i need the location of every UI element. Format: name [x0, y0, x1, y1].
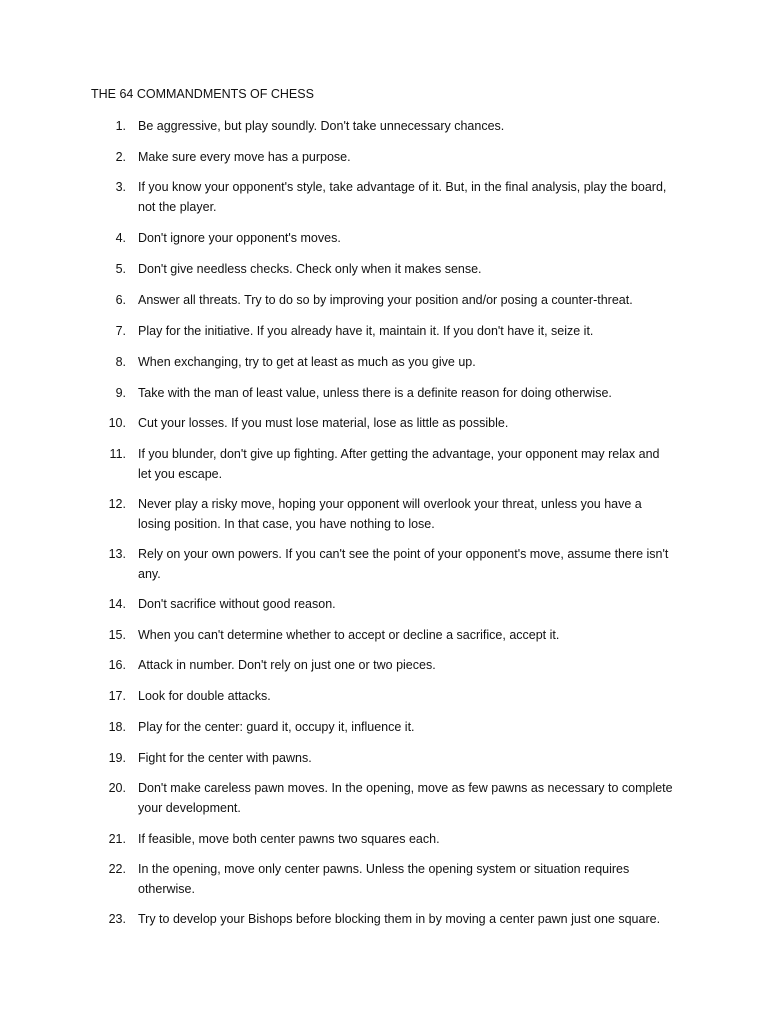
list-item-number: 14. [108, 597, 126, 611]
list-item-number: 8. [115, 355, 126, 369]
list-item-number: 7. [115, 324, 126, 338]
list-item-text: Rely on your own powers. If you can't see the point of your opponent's move, assume there isn't any. [138, 547, 669, 581]
list-item-number: 13. [108, 547, 126, 561]
list-item-number: 3. [115, 180, 126, 194]
list-item-number: 15. [108, 628, 126, 642]
list-item-number: 20. [108, 781, 126, 795]
list-item-number: 19. [108, 751, 126, 765]
list-item-text: Answer all threats. Try to do so by improving your position and/or posing a counter-threat. [138, 293, 633, 307]
list-item-number: 10. [108, 416, 126, 430]
list-item-number: 9. [115, 386, 126, 400]
list-item-text: When exchanging, try to get at least as much as you give up. [138, 355, 476, 369]
list-item-number: 22. [108, 862, 126, 876]
list-item-text: Look for double attacks. [138, 689, 271, 703]
list-item-number: 16. [108, 658, 126, 672]
list-item-text: Attack in number. Don't rely on just one or two pieces. [138, 658, 436, 672]
list-item-text: If feasible, move both center pawns two squares each. [138, 832, 440, 846]
list-item-number: 5. [115, 262, 126, 276]
list-item-text: Make sure every move has a purpose. [138, 150, 351, 164]
list-item-text: When you can't determine whether to accept or decline a sacrifice, accept it. [138, 628, 560, 642]
list-item-number: 11. [109, 447, 126, 461]
list-item-number: 2. [115, 150, 126, 164]
list-item-text: Don't sacrifice without good reason. [138, 597, 336, 611]
list-item-text: Be aggressive, but play soundly. Don't take unnecessary chances. [138, 119, 505, 133]
list-item-text: Cut your losses. If you must lose material, lose as little as possible. [138, 416, 509, 430]
list-item-text: Don't make careless pawn moves. In the opening, move as few pawns as necessary to complete your development. [138, 781, 673, 815]
document-title: THE 64 COMMANDMENTS OF CHESS [91, 87, 314, 101]
list-item-number: 6. [115, 293, 126, 307]
list-item-text: If you know your opponent's style, take advantage of it. But, in the final analysis, play the board, not the player. [138, 180, 667, 214]
list-item-number: 1. [115, 119, 126, 133]
list-item-number: 18. [108, 720, 126, 734]
list-item-text: Play for the initiative. If you already have it, maintain it. If you don't have it, seize it. [138, 324, 594, 338]
list-item-number: 17. [108, 689, 126, 703]
list-item-text: Play for the center: guard it, occupy it, influence it. [138, 720, 415, 734]
list-item-number: 23. [108, 912, 126, 926]
list-item-number: 21. [108, 832, 126, 846]
list-item-text: Try to develop your Bishops before blocking them in by moving a center pawn just one square. [138, 912, 661, 926]
list-item-text: Fight for the center with pawns. [138, 751, 312, 765]
list-item-text: In the opening, move only center pawns. Unless the opening system or situation requires otherwise. [138, 862, 630, 896]
list-item-number: 4. [115, 231, 126, 245]
list-item-number: 12. [108, 497, 126, 511]
list-item-text: Never play a risky move, hoping your opponent will overlook your threat, unless you have a losing position. In that case, you have nothing to lose. [138, 497, 642, 531]
list-item-text: If you blunder, don't give up fighting. After getting the advantage, your opponent may relax and let you escape. [138, 447, 660, 481]
list-item-text: Don't give needless checks. Check only when it makes sense. [138, 262, 482, 276]
list-item-text: Take with the man of least value, unless there is a definite reason for doing otherwise. [138, 386, 612, 400]
list-item-text: Don't ignore your opponent's moves. [138, 231, 341, 245]
